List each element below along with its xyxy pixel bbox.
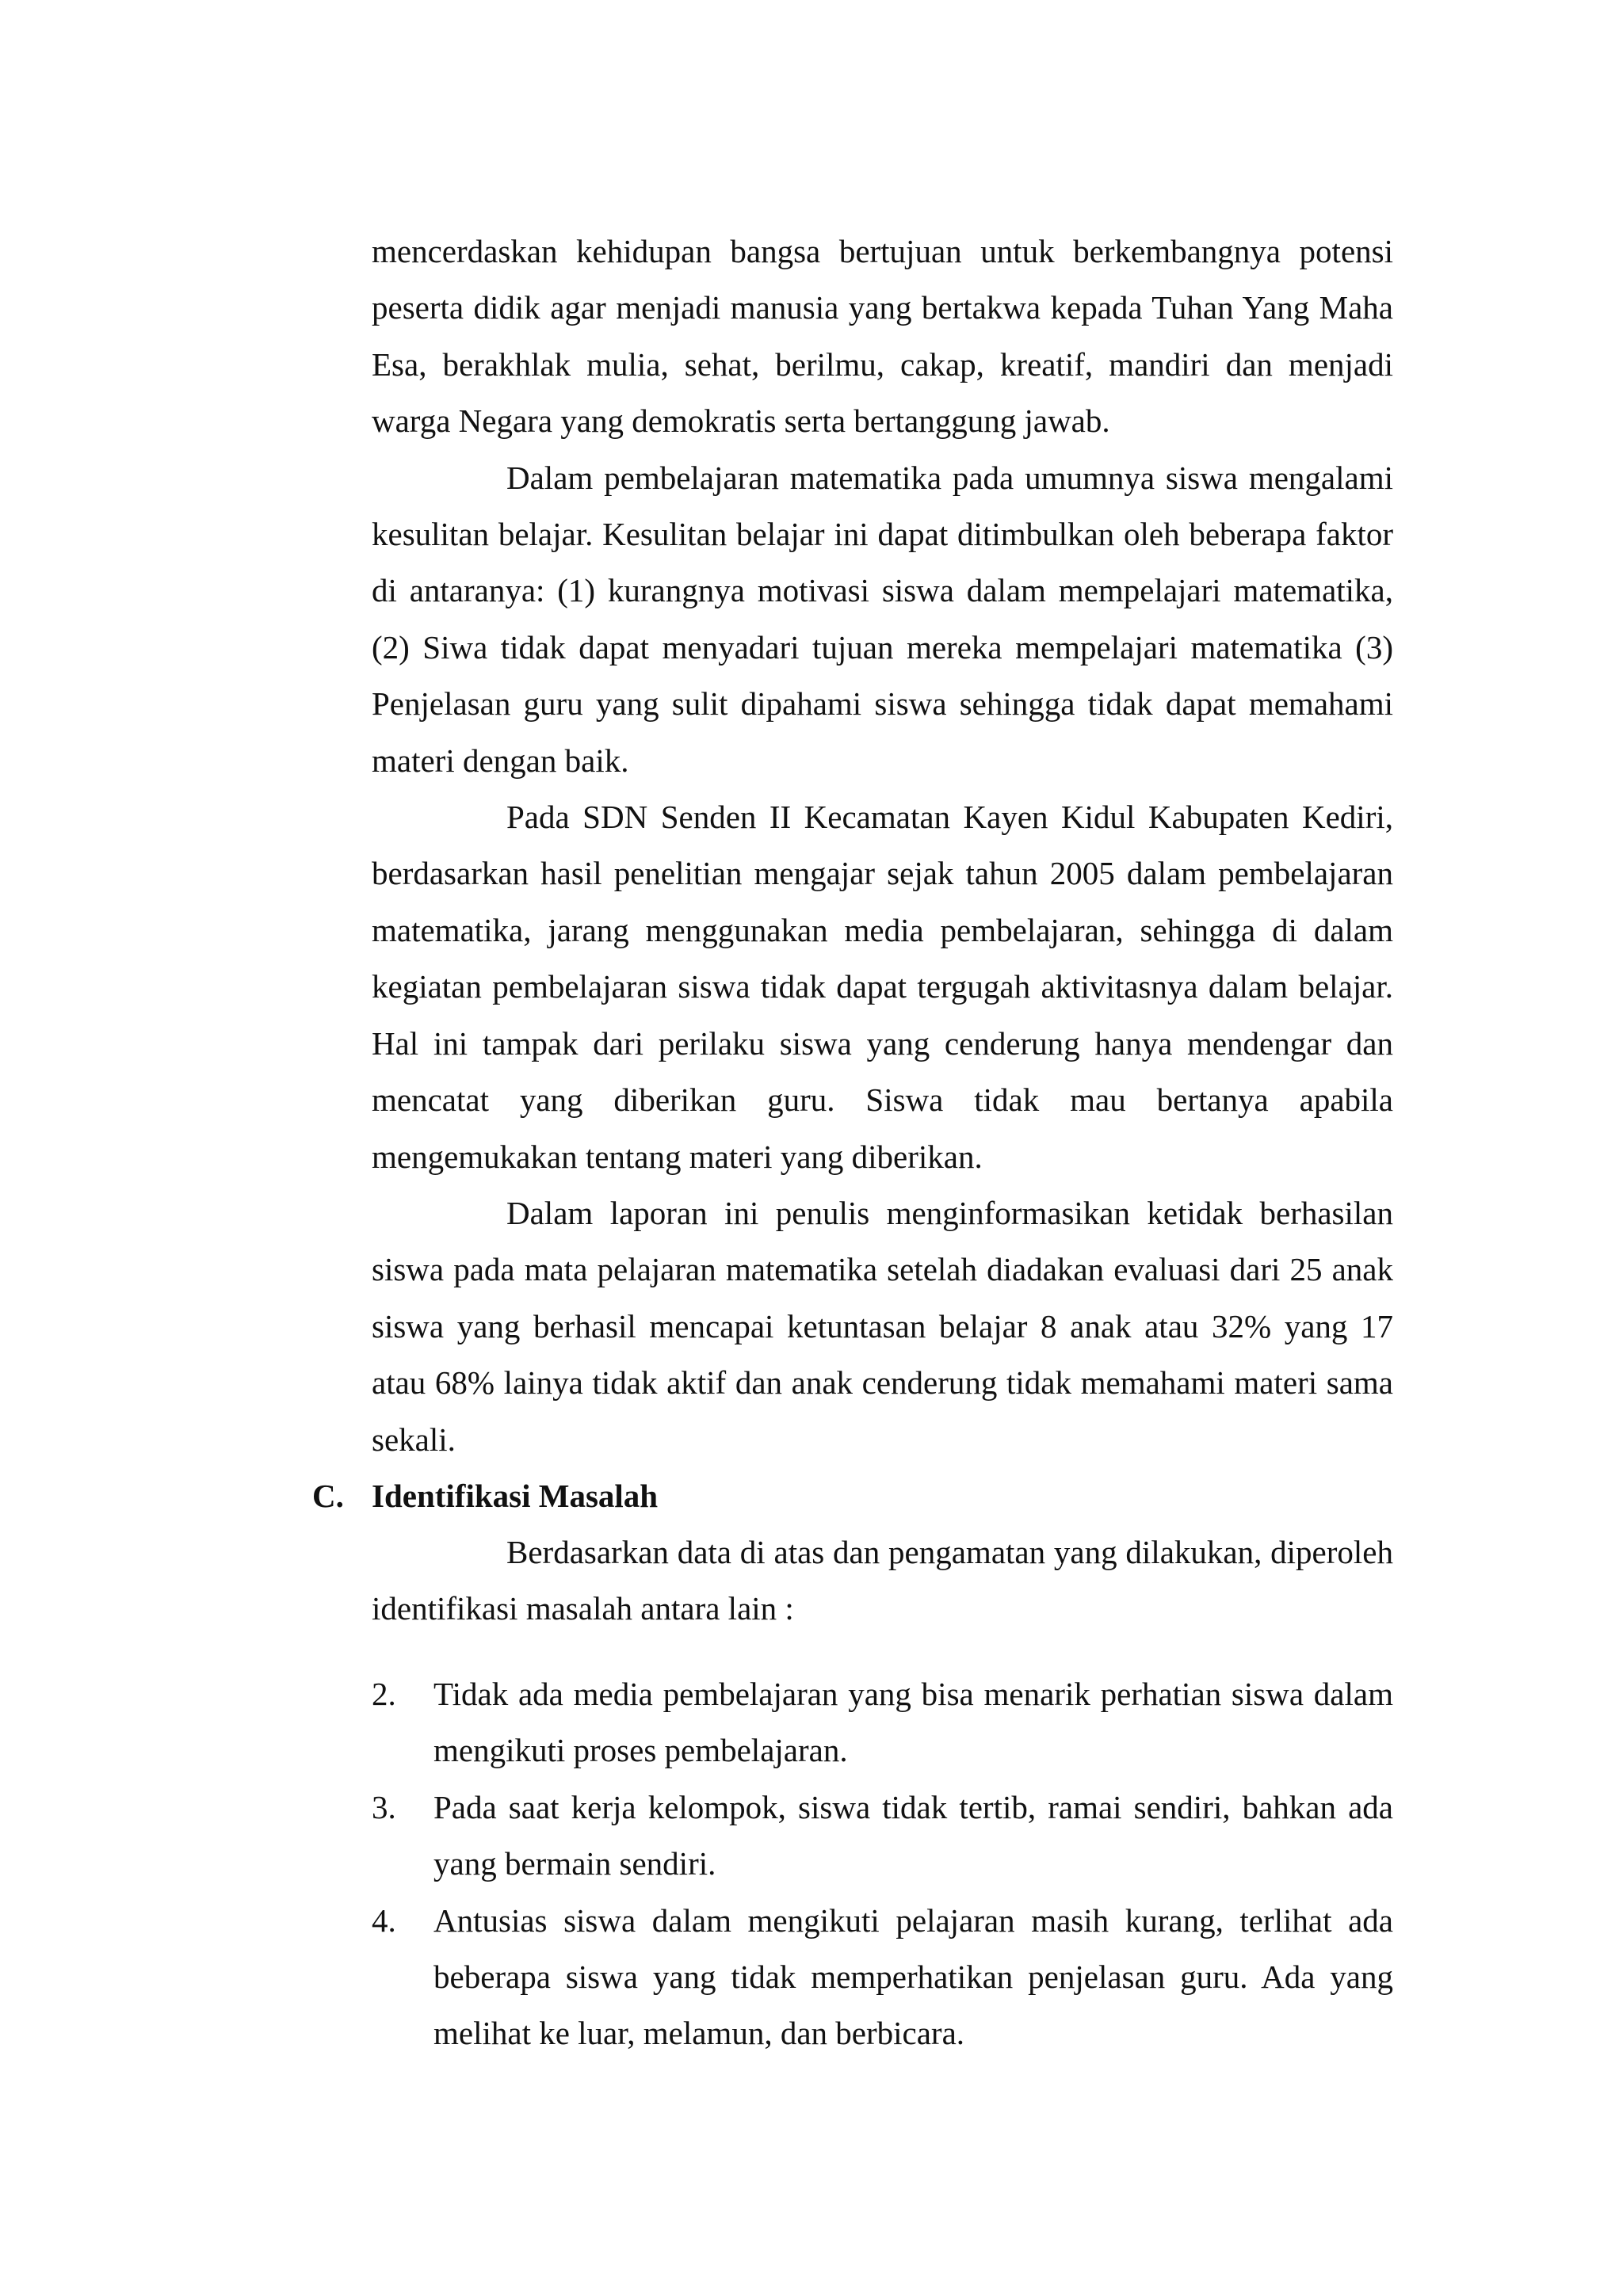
- paragraph-evaluation-report: Dalam laporan ini penulis menginformasikan ketidak berhasilan siswa pada mata pelajaran matematika setelah diadakan evaluasi dari 25 anak siswa yang berhasil mencapai ketuntasan belajar 8 anak atau 32% yang 17 atau 68% lainya tidak aktif dan anak cenderung tidak memahami materi sama sekali.: [372, 1194, 1393, 1458]
- list-item: [372, 1893, 1393, 2062]
- body-text: [372, 223, 1393, 1468]
- list-item-number: 2.: [372, 1676, 396, 1712]
- problem-list: [372, 1666, 1393, 2062]
- section-intro-block: [372, 1524, 1393, 1638]
- list-item: [372, 1779, 1393, 1893]
- section-letter: C.: [312, 1478, 344, 1514]
- paragraph-sdn-senden: Pada SDN Senden II Kecamatan Kayen Kidul Kabupaten Kediri, berdasarkan hasil penelitian mengajar sejak tahun 2005 dalam pembelajaran matematika, jarang menggunakan media pembelajaran, sehingga di dalam kegiatan pembelajaran siswa tidak dapat tergugah aktivitasnya dalam belajar. Hal ini tampak dari perilaku siswa yang cenderung hanya mendengar dan mencatat yang diberikan guru. Siswa tidak mau bertanya apabila mengemukakan tentang materi yang diberikan.: [372, 799, 1393, 1175]
- list-item: [372, 1666, 1393, 1779]
- paragraph-learning-difficulties: Dalam pembelajaran matematika pada umumnya siswa mengalami kesulitan belajar. Kesulitan belajar ini dapat ditimbulkan oleh beberapa faktor di antaranya: (1) kurangnya motivasi siswa dalam mempelajari matematika, (2) Siwa tidak dapat menyadari tujuan mereka mempelajari matematika (3) Penjelasan guru yang sulit dipahami siswa sehingga tidak dapat memahami materi dengan baik.: [372, 459, 1393, 779]
- section-intro: Berdasarkan data di atas dan pengamatan yang dilakukan, diperoleh identifikasi masalah antara lain :: [372, 1534, 1393, 1627]
- paragraph-continuation: mencerdaskan kehidupan bangsa bertujuan untuk berkembangnya potensi peserta didik agar menjadi manusia yang bertakwa kepada Tuhan Yang Maha Esa, berakhlak mulia, sehat, berilmu, cakap, kreatif, mandiri dan menjadi warga Negara yang demokratis serta bertanggung jawab.: [372, 233, 1393, 440]
- list-item-number: 3.: [372, 1788, 396, 1825]
- list-item-text: Antusias siswa dalam mengikuti pelajaran masih kurang, terlihat ada beberapa siswa yang tidak memperhatikan penjelasan guru. Ada yang melihat ke luar, melamun, dan berbicara.: [433, 1901, 1393, 2052]
- list-item-text: Tidak ada media pembelajaran yang bisa menarik perhatian siswa dalam mengikuti proses pembelajaran.: [433, 1676, 1393, 1769]
- list-item-number: 4.: [372, 1901, 396, 1939]
- list-item-text: Pada saat kerja kelompok, siswa tidak tertib, ramai sendiri, bahkan ada yang bermain sendiri.: [433, 1788, 1393, 1882]
- section-title: Identifikasi Masalah: [372, 1478, 659, 1514]
- section-heading: [312, 1468, 658, 1524]
